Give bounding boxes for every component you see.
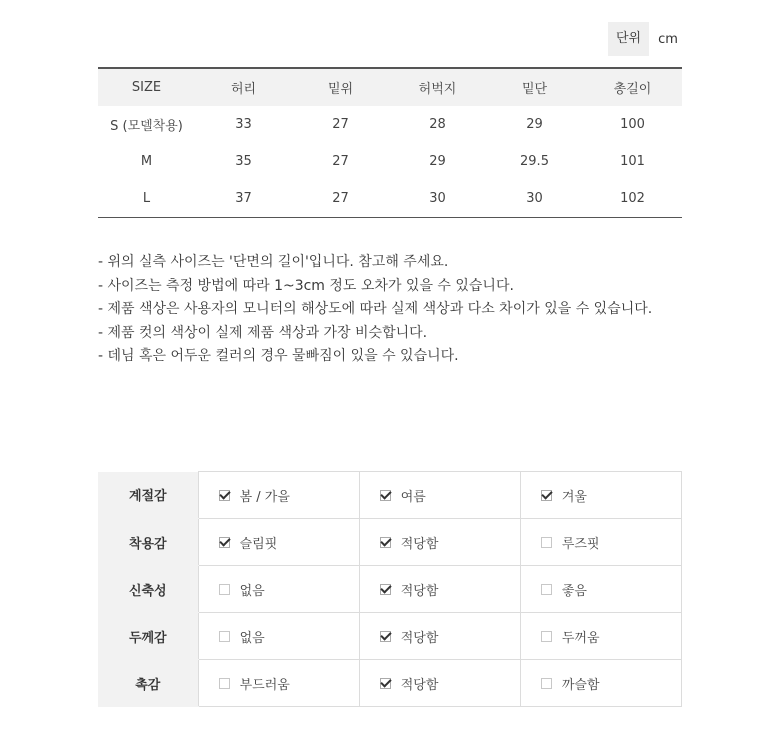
feel-option-label: 부드러움 [239, 677, 290, 693]
checkbox-unchecked-icon [541, 631, 552, 642]
size-header-cell: 허리 [230, 82, 257, 97]
checkbox-checked-icon [380, 631, 391, 642]
note-item: - 위의 실측 사이즈는 '단면의 길이'입니다. 참고해 주세요. [98, 254, 449, 270]
checkbox-unchecked-icon [541, 537, 552, 548]
feel-option-label: 좋음 [561, 583, 587, 599]
size-cell: 100 [620, 117, 645, 132]
feel-option-label: 적당함 [400, 630, 439, 646]
size-table-row [98, 106, 682, 143]
size-notes [98, 251, 652, 369]
feel-option [380, 533, 520, 552]
feel-option [219, 486, 359, 505]
checkbox-checked-icon [541, 490, 552, 501]
size-table-header-row [98, 68, 682, 106]
feel-option-label: 슬림핏 [239, 536, 278, 552]
note-item: - 제품 컷의 색상이 실제 제품 색상과 가장 비슷합니다. [98, 324, 428, 341]
feel-option [380, 580, 520, 599]
feel-row-label: 촉감 [98, 660, 198, 707]
size-header-cell: SIZE [131, 80, 162, 95]
checkbox-unchecked-icon [541, 584, 552, 595]
size-cell: 27 [332, 154, 349, 169]
size-cell: 29 [429, 154, 446, 169]
feel-option-cell [198, 519, 359, 566]
feel-option-label: 두꺼움 [561, 630, 600, 646]
feel-option-label: 봄 / 가을 [239, 489, 290, 505]
size-cell: S (모델착용) [110, 119, 183, 134]
feel-option [219, 674, 359, 693]
checkbox-checked-icon [380, 584, 391, 595]
feel-option-cell [198, 472, 359, 519]
feel-option-cell [359, 660, 520, 707]
feel-option-label: 까슬함 [561, 677, 600, 693]
size-header-cell: 총길이 [613, 82, 652, 97]
unit-value: cm [658, 31, 678, 47]
feel-option-cell [198, 566, 359, 613]
feel-row [98, 472, 682, 519]
checkbox-checked-icon [380, 678, 391, 689]
size-cell: 37 [195, 180, 292, 218]
feel-option [219, 533, 359, 552]
feel-option-label: 적당함 [400, 583, 439, 599]
feel-row-label: 신축성 [98, 566, 198, 613]
feel-option [380, 674, 520, 693]
feel-option-cell [359, 519, 520, 566]
fabric-feel-table [98, 471, 682, 707]
feel-option-label: 겨울 [561, 489, 587, 505]
feel-row [98, 519, 682, 566]
feel-option-cell [520, 519, 681, 566]
checkbox-unchecked-icon [219, 631, 230, 642]
size-cell: 33 [235, 117, 252, 132]
size-cell: 101 [620, 154, 645, 169]
note-item: - 사이즈는 측정 방법에 따라 1~3cm 정도 오차가 있을 수 있습니다. [98, 277, 514, 294]
checkbox-checked-icon [380, 537, 391, 548]
feel-row [98, 613, 682, 660]
size-table [98, 67, 682, 218]
size-header-cell: 밑위 [327, 82, 354, 97]
checkbox-checked-icon [380, 490, 391, 501]
size-cell: 28 [429, 117, 446, 132]
feel-option-label: 적당함 [400, 677, 439, 693]
size-cell: L [98, 180, 195, 218]
size-cell: 27 [292, 180, 389, 218]
size-header-cell: 밑단 [521, 82, 548, 97]
size-cell: 102 [583, 180, 682, 218]
feel-option [541, 674, 681, 693]
size-cell: 29 [526, 117, 543, 132]
unit-indicator [608, 22, 678, 56]
feel-option [219, 627, 359, 646]
feel-row-label: 두께감 [98, 613, 198, 660]
feel-option [541, 533, 681, 552]
feel-option-cell [520, 660, 681, 707]
feel-option-cell [520, 566, 681, 613]
note-item: - 데님 혹은 어두운 컬러의 경우 물빠짐이 있을 수 있습니다. [98, 348, 459, 364]
size-table-row [98, 143, 682, 180]
feel-option [541, 580, 681, 599]
size-cell: 30 [486, 180, 583, 218]
size-cell: M [140, 154, 153, 169]
feel-option-label: 없음 [239, 583, 265, 599]
feel-option [541, 627, 681, 646]
feel-option-cell [359, 472, 520, 519]
checkbox-unchecked-icon [219, 584, 230, 595]
feel-option [380, 627, 520, 646]
size-header-cell: 허벅지 [418, 82, 457, 97]
feel-option-cell [520, 613, 681, 660]
feel-row-label: 계절감 [98, 472, 198, 519]
size-cell: 35 [235, 154, 252, 169]
size-table-row [98, 180, 682, 218]
feel-option [380, 486, 520, 505]
size-cell: 29.5 [520, 154, 549, 169]
feel-option [541, 486, 681, 505]
feel-option-cell [198, 660, 359, 707]
feel-option [219, 580, 359, 599]
feel-option-label: 없음 [239, 630, 265, 646]
feel-option-label: 여름 [400, 489, 426, 505]
note-item: - 제품 색상은 사용자의 모니터의 해상도에 따라 실제 색상과 다소 차이가 있을 수 있습니다. [98, 301, 653, 317]
feel-row [98, 566, 682, 613]
feel-option-label: 루즈핏 [561, 536, 600, 552]
unit-label: 단위 [608, 22, 649, 56]
checkbox-unchecked-icon [541, 678, 552, 689]
size-cell: 30 [389, 180, 486, 218]
feel-option-label: 적당함 [400, 536, 439, 552]
checkbox-checked-icon [219, 537, 230, 548]
feel-option-cell [359, 566, 520, 613]
checkbox-unchecked-icon [219, 678, 230, 689]
feel-row [98, 660, 682, 707]
feel-option-cell [359, 613, 520, 660]
feel-row-label: 착용감 [98, 519, 198, 566]
feel-option-cell [520, 472, 681, 519]
checkbox-checked-icon [219, 490, 230, 501]
feel-option-cell [198, 613, 359, 660]
size-cell: 27 [332, 117, 349, 132]
